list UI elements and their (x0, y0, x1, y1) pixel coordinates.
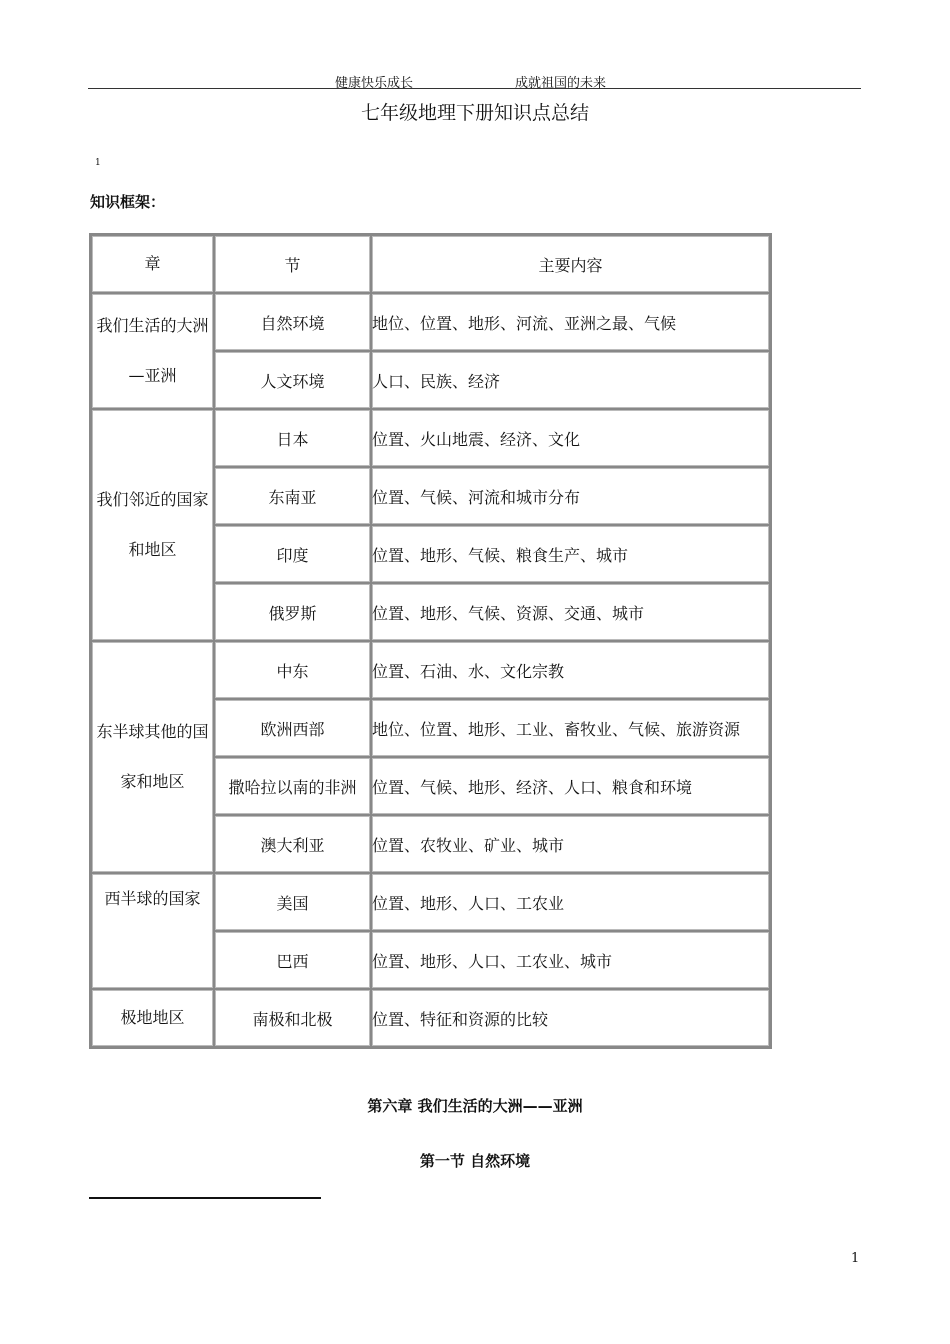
chapter-cell (91, 641, 214, 873)
content-cell: 位置、气候、地形、经济、人口、粮食和环境 (371, 757, 770, 815)
header-rule (88, 88, 861, 89)
table-row (91, 293, 770, 351)
chapter-cell (91, 293, 214, 409)
table-row (91, 989, 770, 1047)
section-heading: 第一节 自然环境 (419, 1152, 531, 1170)
content-cell: 位置、地形、气候、资源、交通、城市 (371, 583, 770, 641)
content-cell: 地位、位置、地形、河流、亚洲之最、气候 (371, 293, 770, 351)
section-cell: 欧洲西部 (214, 699, 371, 757)
footnote-marker: 1 (95, 158, 101, 168)
header-chapter: 章 (91, 235, 214, 293)
content-cell: 位置、地形、人口、工农业 (371, 873, 770, 931)
chapter-line: 家和地区 (120, 772, 185, 791)
chapter-heading: 第六章 我们生活的大洲——亚洲 (367, 1097, 583, 1115)
section-cell: 东南亚 (214, 467, 371, 525)
chapter-line: 西半球的国家 (104, 889, 201, 908)
chapter-cell (91, 409, 214, 641)
content-cell: 位置、石油、水、文化宗教 (371, 641, 770, 699)
table-row (91, 873, 770, 931)
section-cell: 澳大利亚 (214, 815, 371, 873)
chapter-line: 和地区 (128, 540, 177, 559)
content-cell: 位置、特征和资源的比较 (371, 989, 770, 1047)
chapter-line: 我们生活的大洲 (96, 316, 209, 335)
content-cell: 位置、农牧业、矿业、城市 (371, 815, 770, 873)
section-cell: 日本 (214, 409, 371, 467)
table-row (91, 409, 770, 467)
content-cell: 位置、火山地震、经济、文化 (371, 409, 770, 467)
table-row (91, 641, 770, 699)
chapter-cell (91, 873, 214, 989)
section-cell: 人文环境 (214, 351, 371, 409)
chapter-cell (91, 989, 214, 1047)
content-cell: 位置、地形、气候、粮食生产、城市 (371, 525, 770, 583)
document-title: 七年级地理下册知识点总结 (360, 102, 589, 124)
knowledge-framework-table (89, 233, 772, 1049)
header-section: 节 (214, 235, 371, 293)
header-content: 主要内容 (371, 235, 770, 293)
section-cell: 印度 (214, 525, 371, 583)
section-cell: 撒哈拉以南的非洲 (214, 757, 371, 815)
header-left-text: 健康快乐成长 (335, 76, 414, 91)
content-cell: 地位、位置、地形、工业、畜牧业、气候、旅游资源 (371, 699, 770, 757)
chapter-line: 东半球其他的国 (96, 722, 209, 741)
section-cell: 美国 (214, 873, 371, 931)
content-cell: 人口、民族、经济 (371, 351, 770, 409)
section-cell: 中东 (214, 641, 371, 699)
chapter-line: —亚洲 (128, 366, 177, 385)
section-cell: 巴西 (214, 931, 371, 989)
content-cell: 位置、气候、河流和城市分布 (371, 467, 770, 525)
chapter-line: 我们邻近的国家 (96, 490, 209, 509)
section-cell: 俄罗斯 (214, 583, 371, 641)
table-header-row (91, 235, 770, 293)
chapter-line: 极地地区 (120, 1008, 185, 1027)
section-cell: 自然环境 (214, 293, 371, 351)
framework-label: 知识框架： (90, 193, 166, 211)
footnote-separator (89, 1197, 321, 1199)
page-header (0, 70, 950, 90)
section-cell: 南极和北极 (214, 989, 371, 1047)
content-cell: 位置、地形、人口、工农业、城市 (371, 931, 770, 989)
header-right-text: 成就祖国的未来 (515, 76, 607, 91)
page-number: 1 (851, 1251, 860, 1266)
